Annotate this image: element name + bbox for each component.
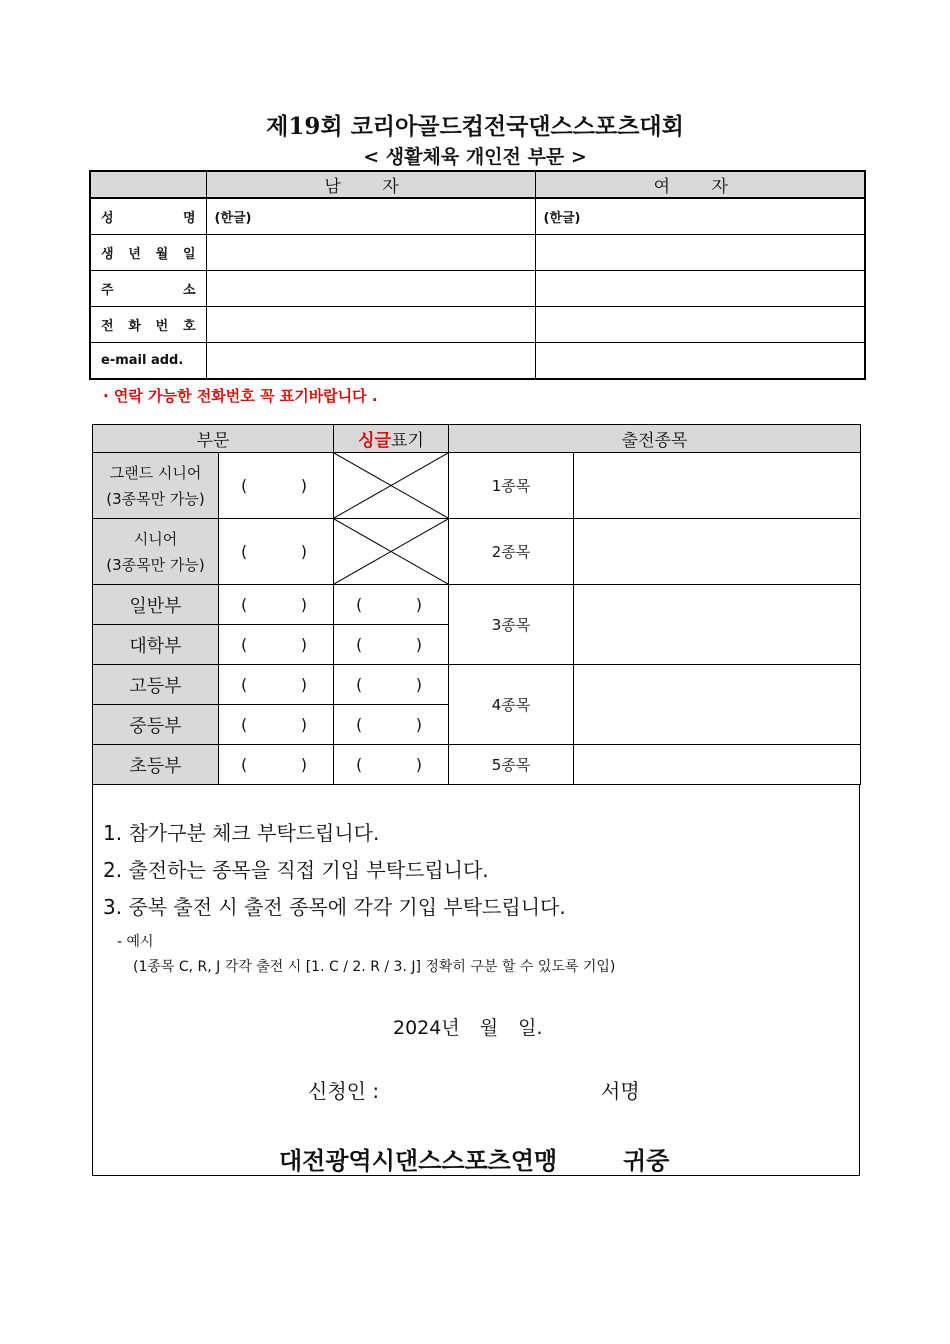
entry-table	[92, 424, 861, 785]
check-general[interactable]: ( )	[219, 585, 334, 625]
example-label: - 예시	[117, 934, 154, 950]
event-2-label: 2종목	[449, 519, 574, 585]
header-male: 남 자	[206, 171, 535, 198]
cross-out-icon	[334, 453, 448, 518]
instruction-1: 1. 참가구분 체크 부탁드립니다.	[103, 821, 380, 845]
event-4-label: 4종목	[449, 665, 574, 745]
date-line: 2024년 월 일.	[393, 1017, 543, 1039]
single-university[interactable]: ( )	[334, 625, 449, 665]
instruction-3: 3. 중복 출전 시 출전 종목에 각각 기입 부탁드립니다.	[103, 895, 566, 919]
header-division: 부문	[93, 425, 334, 453]
division-high-school: 고등부	[93, 665, 219, 705]
male-phone-field[interactable]	[206, 307, 535, 343]
check-high-school[interactable]: ( )	[219, 665, 334, 705]
division-university: 대학부	[93, 625, 219, 665]
label-email: e-mail add.	[90, 343, 206, 380]
header-single: 싱글표기	[334, 425, 449, 453]
event-1-label: 1종목	[449, 453, 574, 519]
male-email-field[interactable]	[206, 343, 535, 380]
division-grand-senior: 그랜드 시니어 (3종목만 가능)	[93, 453, 219, 519]
header-female: 여 자	[535, 171, 865, 198]
label-name: 성 명	[90, 198, 206, 235]
label-birthdate: 생 년 월 일	[90, 235, 206, 271]
federation-name: 대전광역시댄스스포츠연맹	[279, 1147, 558, 1175]
single-high-school[interactable]: ( )	[334, 665, 449, 705]
female-email-field[interactable]	[535, 343, 865, 380]
division-senior: 시니어 (3종목만 가능)	[93, 519, 219, 585]
female-address-field[interactable]	[535, 271, 865, 307]
recipient-label: 귀중	[623, 1147, 670, 1175]
event-3-label: 3종목	[449, 585, 574, 665]
check-elementary[interactable]: ( )	[219, 745, 334, 785]
single-elementary[interactable]: ( )	[334, 745, 449, 785]
header-blank	[90, 171, 206, 198]
instruction-2: 2. 출전하는 종목을 직접 기입 부탁드립니다.	[103, 858, 489, 882]
female-name-field[interactable]: (한글)	[535, 198, 865, 235]
signature-label: 서명	[601, 1079, 640, 1103]
footer-box	[92, 785, 860, 1176]
form-subtitle: < 생활체육 개인전 부문 >	[363, 146, 587, 168]
check-senior[interactable]: ( )	[219, 519, 334, 585]
event-3-field[interactable]	[574, 585, 861, 665]
single-middle-school[interactable]: ( )	[334, 705, 449, 745]
event-2-field[interactable]	[574, 519, 861, 585]
division-middle-school: 중등부	[93, 705, 219, 745]
division-elementary: 초등부	[93, 745, 219, 785]
event-1-field[interactable]	[574, 453, 861, 519]
single-general[interactable]: ( )	[334, 585, 449, 625]
header-events: 출전종목	[449, 425, 861, 453]
female-birthdate-field[interactable]	[535, 235, 865, 271]
male-address-field[interactable]	[206, 271, 535, 307]
event-5-label: 5종목	[449, 745, 574, 785]
form-title: 제19회 코리아골드컵전국댄스스포츠대회	[266, 113, 684, 140]
event-5-field[interactable]	[574, 745, 861, 785]
single-na-senior	[334, 519, 449, 585]
male-name-field[interactable]: (한글)	[206, 198, 535, 235]
single-na-grand-senior	[334, 453, 449, 519]
cross-out-icon	[334, 519, 448, 584]
division-general: 일반부	[93, 585, 219, 625]
label-phone: 전 화 번 호	[90, 307, 206, 343]
female-phone-field[interactable]	[535, 307, 865, 343]
label-address: 주 소	[90, 271, 206, 307]
check-middle-school[interactable]: ( )	[219, 705, 334, 745]
example-text: (1종목 C, R, J 각각 출전 시 [1. C / 2. R / 3. J] 정확히 구분 할 수 있도록 기입)	[133, 959, 616, 975]
check-grand-senior[interactable]: ( )	[219, 453, 334, 519]
event-4-field[interactable]	[574, 665, 861, 745]
phone-note: · 연락 가능한 전화번호 꼭 표기바랍니다 .	[103, 387, 378, 405]
check-university[interactable]: ( )	[219, 625, 334, 665]
applicant-label: 신청인 :	[308, 1079, 380, 1103]
applicant-info-table	[89, 170, 866, 380]
male-birthdate-field[interactable]	[206, 235, 535, 271]
